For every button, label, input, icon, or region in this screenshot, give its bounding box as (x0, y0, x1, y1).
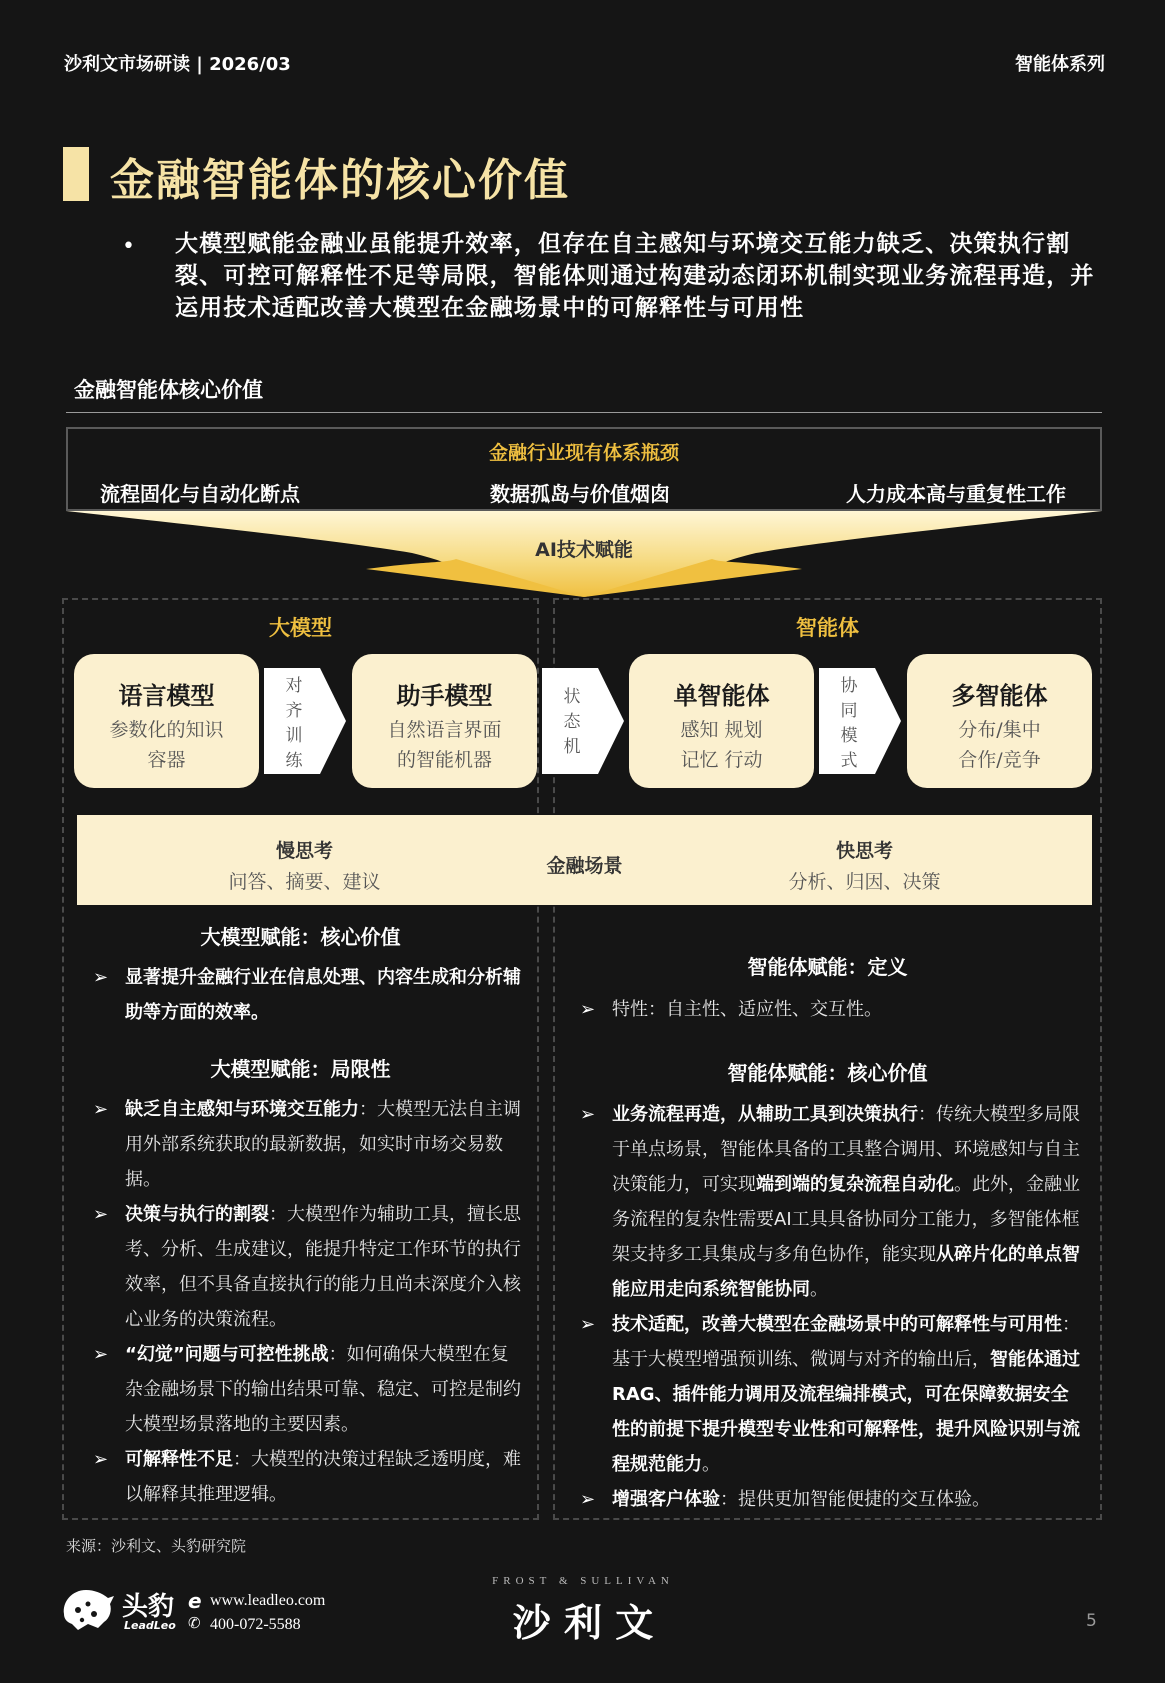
footer-brand: 头豹 (122, 1592, 175, 1622)
card-language-model (74, 654, 259, 788)
arrow-bullet-icon: ➢ (580, 1314, 596, 1335)
header-left: 沙利文市场研读 | 2026/03 (64, 54, 291, 75)
arrow-label-2: 状 态 机 (563, 687, 581, 757)
arrow-label-3: 协 同 模 式 (840, 676, 858, 771)
list-item: ➢ 增强客户体验：提供更加智能便捷的交互体验。 (580, 1482, 1085, 1517)
leopard-logo-icon (58, 1584, 116, 1632)
agent-value-title: 智能体赋能：核心价值 (727, 1061, 928, 1085)
card-title: 多智能体 (951, 682, 1048, 710)
arrow-bullet-icon: ➢ (93, 967, 109, 988)
right-panel-title: 智能体 (796, 616, 859, 640)
footer-brand-sub: LeadLeo (124, 1619, 176, 1632)
card-single-agent (629, 654, 814, 788)
list-item: ➢ “幻觉”问题与可控性挑战：如何确保大模型在复杂金融场景下的输出结果可靠、稳定、可控是制约大模型场景落地的主要因素。 (93, 1337, 523, 1442)
list-item: ➢ 决策与执行的割裂：大模型作为辅助工具，擅长思考、分析、生成建议，能提升特定工作环节的执行效率，但不具备直接执行的能力且尚未深度介入核心业务的决策流程。 (93, 1197, 523, 1337)
page-title: 金融智能体的核心价值 (110, 155, 570, 206)
bullet-dot: • (122, 234, 135, 259)
funnel-label: AI技术赋能 (535, 539, 633, 561)
web-icon: e (188, 1589, 202, 1613)
scene-right-text: 分析、归因、决策 (788, 871, 941, 893)
source-note: 来源：沙利文、头豹研究院 (66, 1537, 247, 1555)
scene-left-title: 慢思考 (275, 840, 333, 862)
arrow-bullet-icon: ➢ (93, 1099, 109, 1120)
card-text: 感知 规划 记忆 行动 (680, 719, 763, 771)
bottleneck-item-2: 数据孤岛与价值烟囱 (490, 482, 670, 506)
title-accent-bar (63, 147, 89, 201)
arrow-bullet-icon: ➢ (93, 1449, 109, 1470)
lm-limits-title: 大模型赋能：局限性 (210, 1057, 391, 1081)
divider (66, 412, 1102, 413)
bottleneck-title: 金融行业现有体系瓶颈 (488, 442, 679, 464)
bottleneck-item-1: 流程固化与自动化断点 (100, 482, 300, 506)
list-item: ➢ 显著提升金融行业在信息处理、内容生成和分析辅助等方面的效率。 (93, 960, 523, 1030)
intro-text: 大模型赋能金融业虽能提升效率，但存在自主感知与环境交互能力缺乏、决策执行割裂、可控可解释性不足等局限，智能体则通过构建动态闭环机制实现业务流程再造，并运用技术适配改善大模型在金融场景中的可解释性与可用性 (175, 231, 1095, 321)
arrow-bullet-icon: ➢ (93, 1344, 109, 1365)
agent-value-list (580, 1097, 1085, 1517)
header-right: 智能体系列 (1015, 54, 1105, 75)
arrow-bullet-icon: ➢ (93, 1204, 109, 1225)
bottleneck-item-3: 人力成本高与重复性工作 (846, 482, 1066, 506)
card-assistant-model (352, 654, 537, 788)
footer-website[interactable]: www.leadleo.com (210, 1592, 326, 1609)
phone-icon: ✆ (188, 1614, 201, 1632)
card-title: 单智能体 (673, 682, 770, 710)
scene-right-title: 快思考 (835, 840, 893, 862)
partner-en: FROST & SULLIVAN (492, 1575, 674, 1587)
arrow-label-1: 对 齐 训 练 (285, 676, 303, 771)
left-panel-title: 大模型 (269, 616, 332, 640)
arrow-bullet-icon: ➢ (580, 1104, 596, 1125)
card-multi-agent (907, 654, 1092, 788)
section-subtitle: 金融智能体核心价值 (74, 378, 263, 402)
arrow-bullet-icon: ➢ (580, 999, 596, 1020)
arrow-bullet-icon: ➢ (580, 1489, 596, 1510)
page-number: 5 (1086, 1611, 1097, 1631)
partner-cn-logo: 沙 利 文 (512, 1601, 654, 1645)
lm-limits-list (93, 1092, 523, 1512)
agent-def-list (580, 992, 1085, 1027)
list-item: ➢ 技术适配，改善大模型在金融场景中的可解释性与可用性：基于大模型增强预训练、微调与对齐的输出后，智能体通过RAG、插件能力调用及流程编排模式，可在保障数据安全性的前提下提升模型专业性和可解释性，提升风险识别与流程规范能力。 (580, 1307, 1085, 1482)
footer-phone: 400-072-5588 (210, 1616, 301, 1633)
list-item: ➢ 业务流程再造，从辅助工具到决策执行：传统大模型多局限于单点场景，智能体具备的工具整合调用、环境感知与自主决策能力，可实现端到端的复杂流程自动化。此外，金融业务流程的复杂性需要AI工具具备协同分工能力，多智能体框架支持多工具集成与多角色协作，能实现从碎片化的单点智能应用走向系统智能协同。 (580, 1097, 1085, 1307)
scene-left-text: 问答、摘要、建议 (228, 871, 381, 893)
lm-value-title: 大模型赋能：核心价值 (200, 925, 401, 949)
card-title: 语言模型 (118, 682, 215, 710)
list-item: ➢ 特性：自主性、适应性、交互性。 (580, 992, 1085, 1027)
list-item: ➢ 可解释性不足：大模型的决策过程缺乏透明度，难以解释其推理逻辑。 (93, 1442, 523, 1512)
lm-value-list (93, 960, 523, 1030)
agent-def-title: 智能体赋能：定义 (747, 955, 908, 979)
card-title: 助手模型 (396, 682, 493, 710)
card-text: 参数化的知识 容器 (109, 719, 224, 771)
list-item: ➢ 缺乏自主感知与环境交互能力：大模型无法自主调用外部系统获取的最新数据，如实时市场交易数据。 (93, 1092, 523, 1197)
scene-center: 金融场景 (546, 855, 623, 877)
card-text: 自然语言界面 的智能机器 (387, 719, 502, 771)
card-text: 分布/集中 合作/竞争 (958, 719, 1041, 771)
